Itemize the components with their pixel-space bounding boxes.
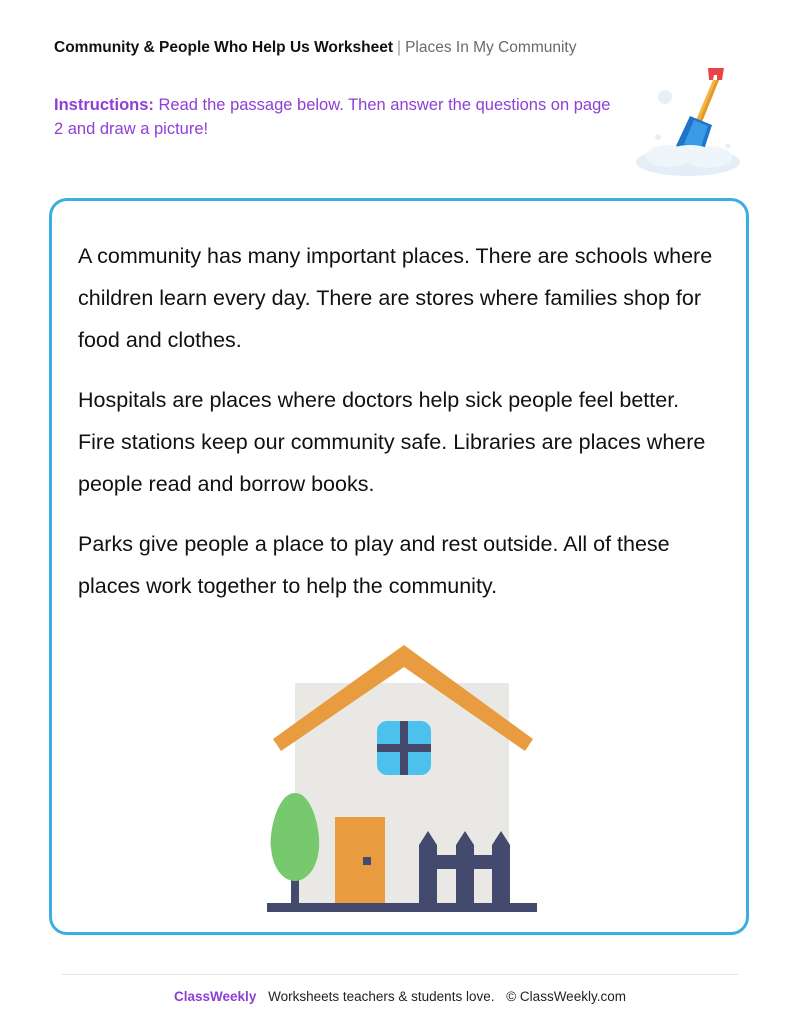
reading-passage bbox=[78, 235, 718, 625]
passage-paragraph-3: Parks give people a place to play and rest outside. All of these places work together to help the community. bbox=[78, 532, 670, 598]
worksheet-subtitle: Places In My Community bbox=[405, 39, 577, 56]
footer-divider bbox=[62, 974, 738, 975]
header-separator: | bbox=[397, 39, 402, 56]
footer bbox=[0, 989, 800, 1004]
instructions-text: Read the passage below. Then answer the questions on page 2 and draw a picture! bbox=[54, 96, 611, 138]
ground-line bbox=[267, 903, 537, 912]
worksheet-title: Community & People Who Help Us Worksheet bbox=[54, 39, 394, 56]
house-door bbox=[335, 817, 385, 907]
footer-brand: ClassWeekly bbox=[174, 989, 257, 1004]
footer-tagline: Worksheets teachers & students love. bbox=[268, 989, 495, 1004]
passage-paragraph-1: A community has many important places. There are schools where children learn every day. There are stores where families shop for food and clothes. bbox=[78, 244, 713, 352]
fence-icon bbox=[419, 831, 510, 907]
house-window bbox=[377, 721, 431, 775]
house-illustration bbox=[265, 643, 541, 919]
passage-paragraph-2: Hospitals are places where doctors help sick people feel better. Fire stations keep our community safe. Libraries are places where people read and borrow books. bbox=[78, 388, 706, 496]
instructions bbox=[54, 93, 614, 141]
shovel-in-snow-icon bbox=[628, 60, 746, 182]
instructions-label: Instructions: bbox=[54, 96, 154, 114]
passage-card bbox=[49, 198, 749, 935]
footer-copyright: © ClassWeekly.com bbox=[506, 989, 626, 1004]
worksheet-header bbox=[54, 39, 577, 57]
